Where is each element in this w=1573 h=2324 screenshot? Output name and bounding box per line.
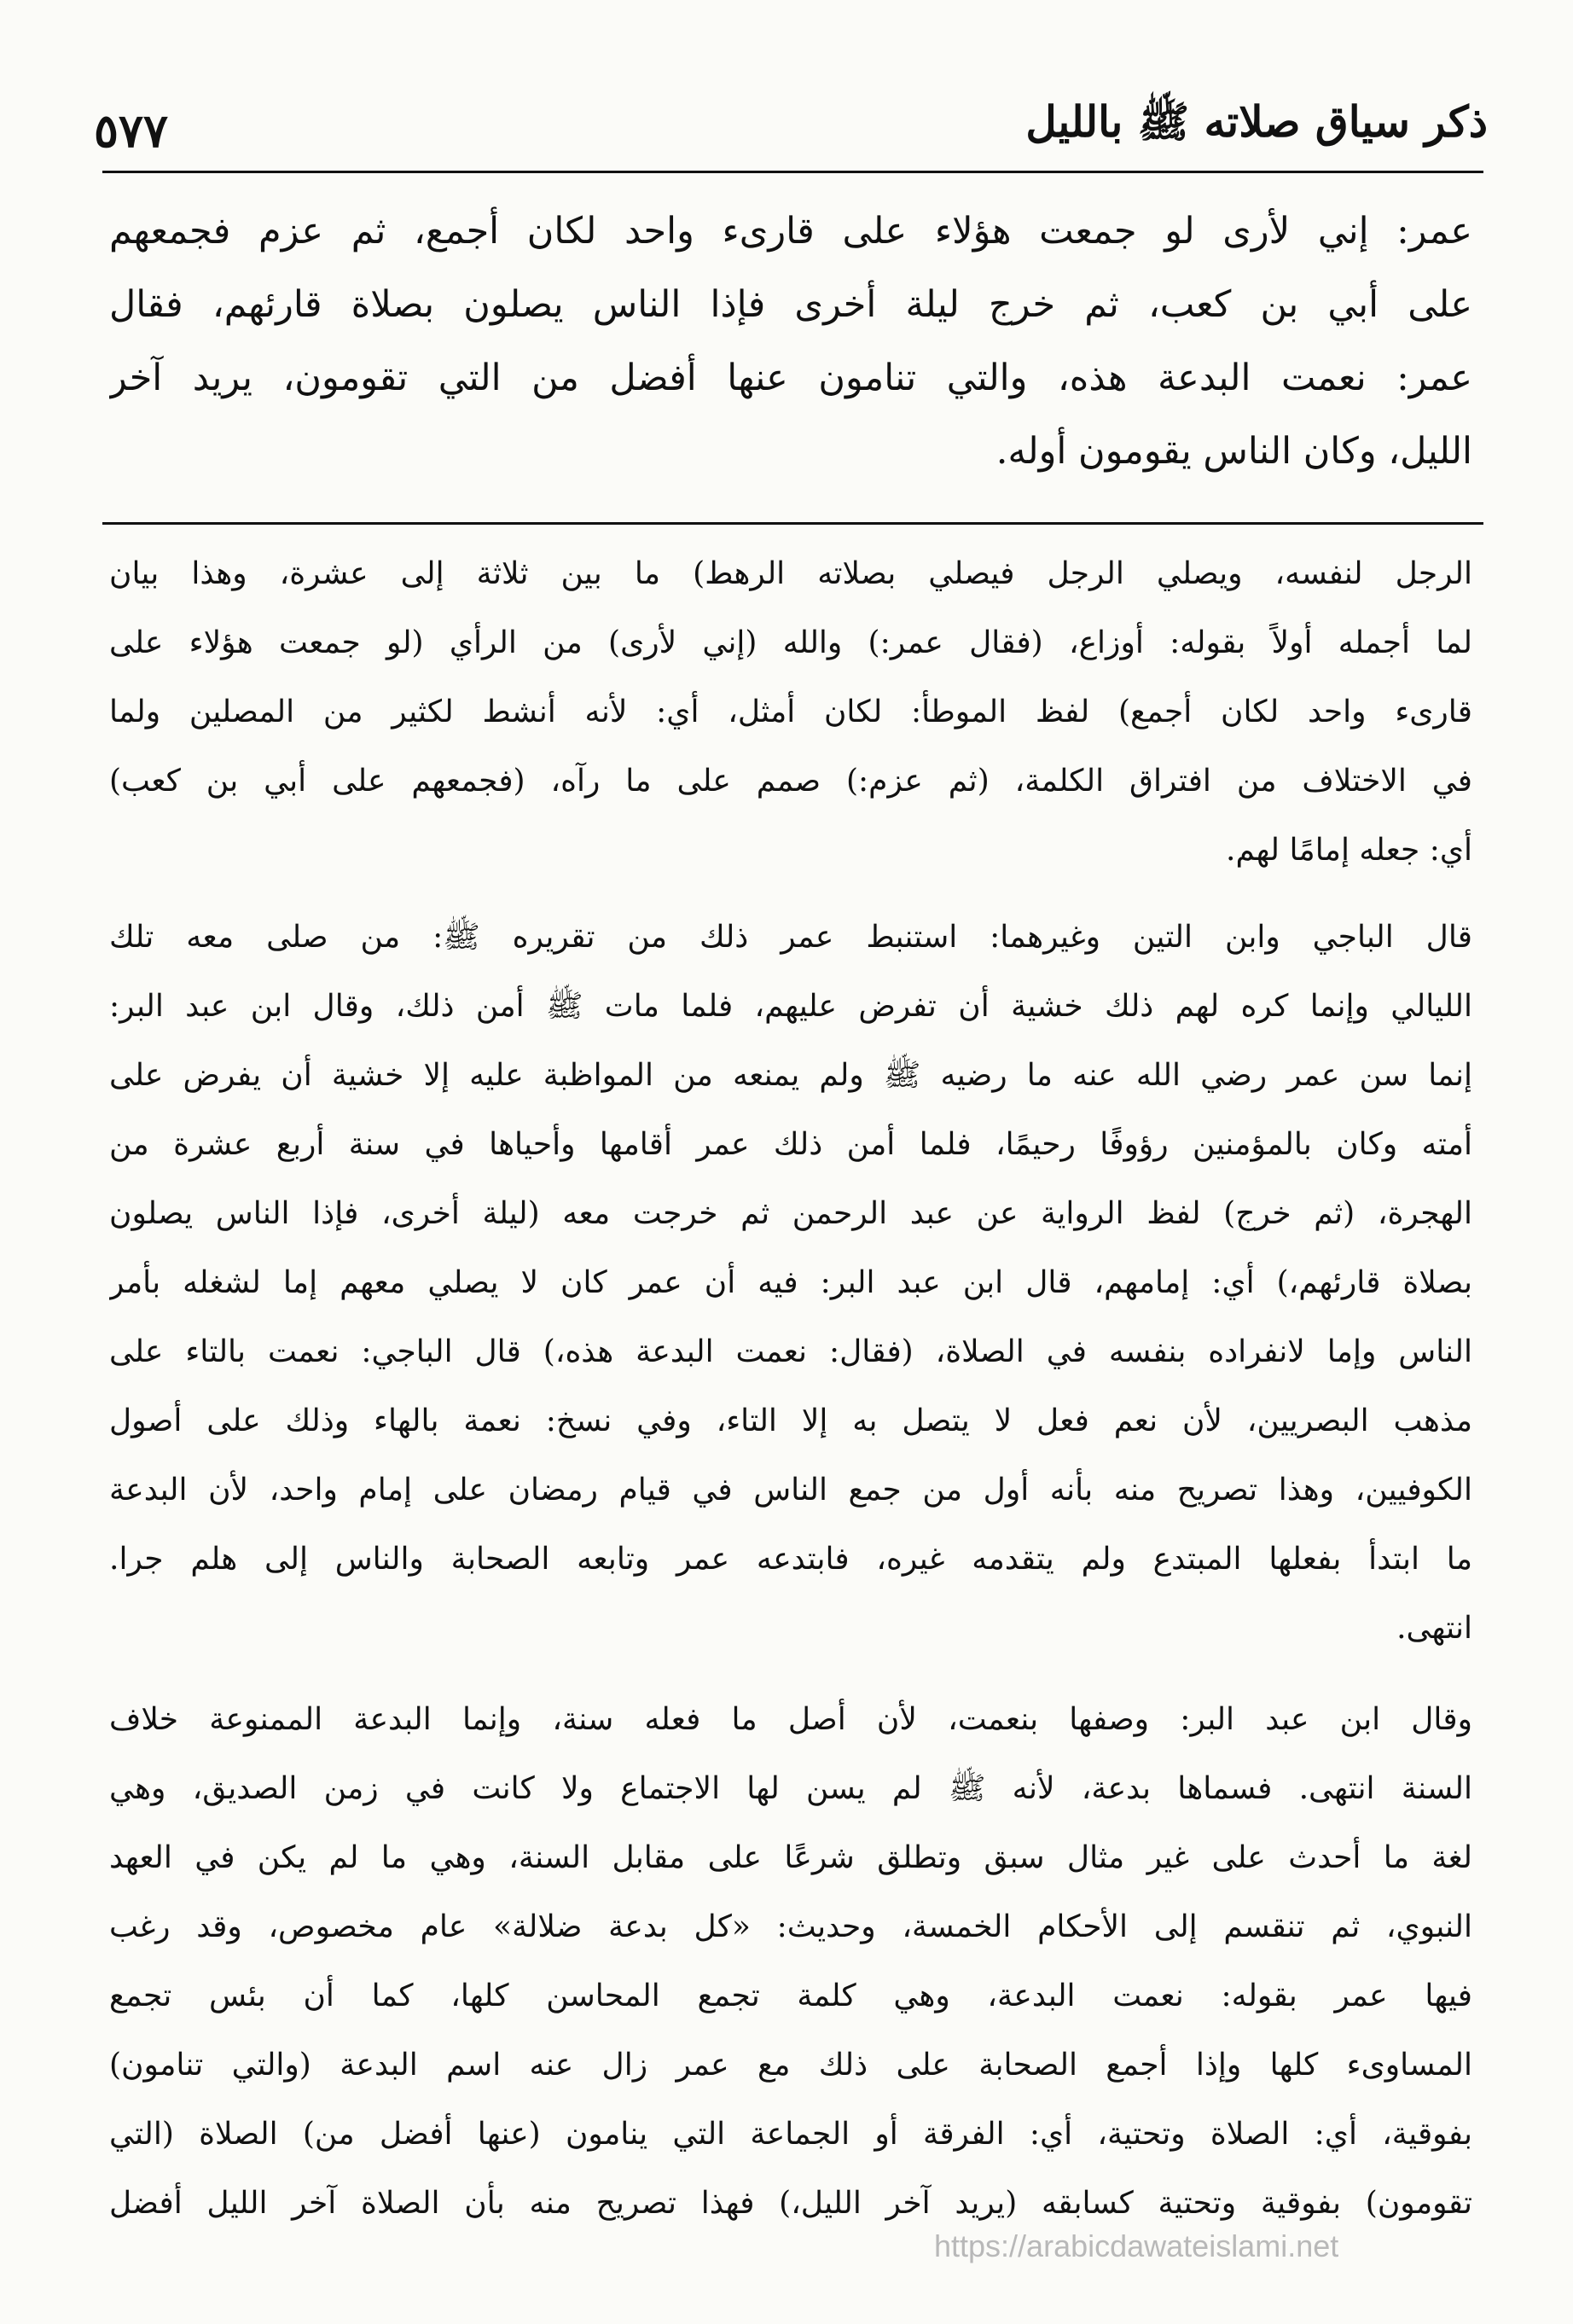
commentary-line: مذهب البصريين، لأن نعم فعل لا يتصل به إلا التاء، وفي نسخ: نعمة بالهاء وذلك على أصول	[109, 1403, 1472, 1438]
commentary-line: فيها عمر بقوله: نعمت البدعة، وهي كلمة تجمع المحاسن كلها، كما أن بئس تجمع	[109, 1978, 1472, 2013]
matn-line: الليل، وكان الناس يقومون أوله.	[995, 430, 1472, 473]
commentary-line: أي: جعله إمامًا لهم.	[1226, 833, 1472, 868]
commentary-line: ما ابتدأ بفعلها المبتدع ولم يتقدمه غيره، فابتدعه عمر وتابعه الصحابة والناس إلى هلم جرا.	[109, 1542, 1472, 1577]
matn-line: على أبي بن كعب، ثم خرج ليلة أخرى فإذا الناس يصلون بصلاة قارئهم، فقال	[109, 283, 1472, 326]
matn-line: عمر: إني لأرى لو جمعت هؤلاء على قارىء واحد لكان أجمع، ثم عزم فجمعهم	[109, 210, 1472, 253]
commentary-paragraph	[109, 539, 1472, 885]
matn-text	[109, 195, 1472, 488]
running-title: ذكر سياق صلاته ﷺ بالليل	[1025, 96, 1488, 147]
commentary-paragraph	[109, 1685, 1472, 2238]
commentary-line: انتهى.	[1396, 1611, 1472, 1646]
header-rule	[102, 171, 1483, 173]
commentary-line: أمته وكان بالمؤمنين رؤوفًا رحيمًا، فلما أمن ذلك عمر أقامها وأحياها في سنة أربع عشرة من	[109, 1127, 1472, 1162]
commentary-line: السنة انتهى. فسماها بدعة، لأنه ﷺ لم يسن لها الاجتماع ولا كانت في زمن الصديق، وهي	[109, 1771, 1472, 1806]
commentary-line: الهجرة، (ثم خرج) لفظ الرواية عن عبد الرحمن ثم خرجت معه (ليلة أخرى، فإذا الناس يصلون	[109, 1196, 1472, 1231]
commentary-line: وقال ابن عبد البر: وصفها بنعمت، لأن أصل ما فعله سنة، وإنما البدعة الممنوعة خلاف	[109, 1702, 1472, 1737]
separator-rule	[102, 522, 1483, 525]
page-number: ٥٧٧	[94, 103, 169, 158]
commentary-line: النبوي، ثم تنقسم إلى الأحكام الخمسة، وحديث: «كل بدعة ضلالة» عام مخصوص، وقد رغب	[109, 1909, 1472, 1944]
commentary-paragraph	[109, 903, 1472, 1663]
commentary-line: الناس وإما لانفراده بنفسه في الصلاة، (فقال: نعمت البدعة هذه،) قال الباجي: نعمت بالتاء على	[109, 1334, 1472, 1369]
commentary-line: الرجل لنفسه، ويصلي الرجل فيصلي بصلاته الرهط) ما بين ثلاثة إلى عشرة، وهذا بيان	[109, 556, 1472, 591]
matn-line: عمر: نعمت البدعة هذه، والتي تنامون عنها أفضل من التي تقومون، يريد آخر	[109, 357, 1472, 399]
commentary-line: قارىء واحد لكان أجمع) لفظ الموطأ: لكان أمثل، أي: لأنه أنشط لكثير من المصلين ولما	[109, 694, 1472, 729]
commentary-line: تقومون) بفوقية وتحتية كسابقه (يريد آخر الليل،) فهذا تصريح منه بأن الصلاة آخر الليل أفضل	[109, 2186, 1472, 2221]
commentary-line: في الاختلاف من افتراق الكلمة، (ثم عزم:) صمم على ما رآه، (فجمعهم على أبي بن كعب)	[109, 764, 1472, 799]
commentary-line: المساوىء كلها وإذا أجمع الصحابة على ذلك مع عمر زال عنه اسم البدعة (والتي تنامون)	[109, 2048, 1472, 2083]
watermark-url: https://arabicdawateislami.net	[934, 2228, 1339, 2263]
commentary-line: لما أجمله أولاً بقوله: أوزاع، (فقال عمر:) والله (إني لأرى) من الرأي (لو جمعت هؤلاء على	[109, 625, 1472, 660]
commentary-line: إنما سن عمر رضي الله عنه ما رضيه ﷺ ولم يمنعه من المواظبة عليه إلا خشية أن يفرض على	[109, 1058, 1472, 1093]
commentary-line: قال الباجي وابن التين وغيرهما: استنبط عمر ذلك من تقريره ﷺ: من صلى معه تلك	[109, 920, 1472, 955]
commentary-line: لغة ما أحدث على غير مثال سبق وتطلق شرعًا على مقابل السنة، وهي ما لم يكن في العهد	[109, 1840, 1472, 1875]
commentary-line: الليالي وإنما كره لهم ذلك خشية أن تفرض عليهم، فلما مات ﷺ أمن ذلك، وقال ابن عبد البر:	[109, 989, 1472, 1024]
page-header	[94, 90, 1488, 158]
commentary-line: بصلاة قارئهم،) أي: إمامهم، قال ابن عبد البر: فيه أن عمر كان لا يصلي معهم إما لشغله بأمر	[109, 1265, 1472, 1300]
commentary-line: بفوقية، أي: الصلاة وتحتية، أي: الفرقة أو الجماعة التي ينامون (عنها أفضل من) الصلاة (التي	[109, 2117, 1472, 2152]
commentary-line: الكوفيين، وهذا تصريح منه بأنه أول من جمع الناس في قيام رمضان على إمام واحد، لأن البدعة	[109, 1473, 1472, 1508]
